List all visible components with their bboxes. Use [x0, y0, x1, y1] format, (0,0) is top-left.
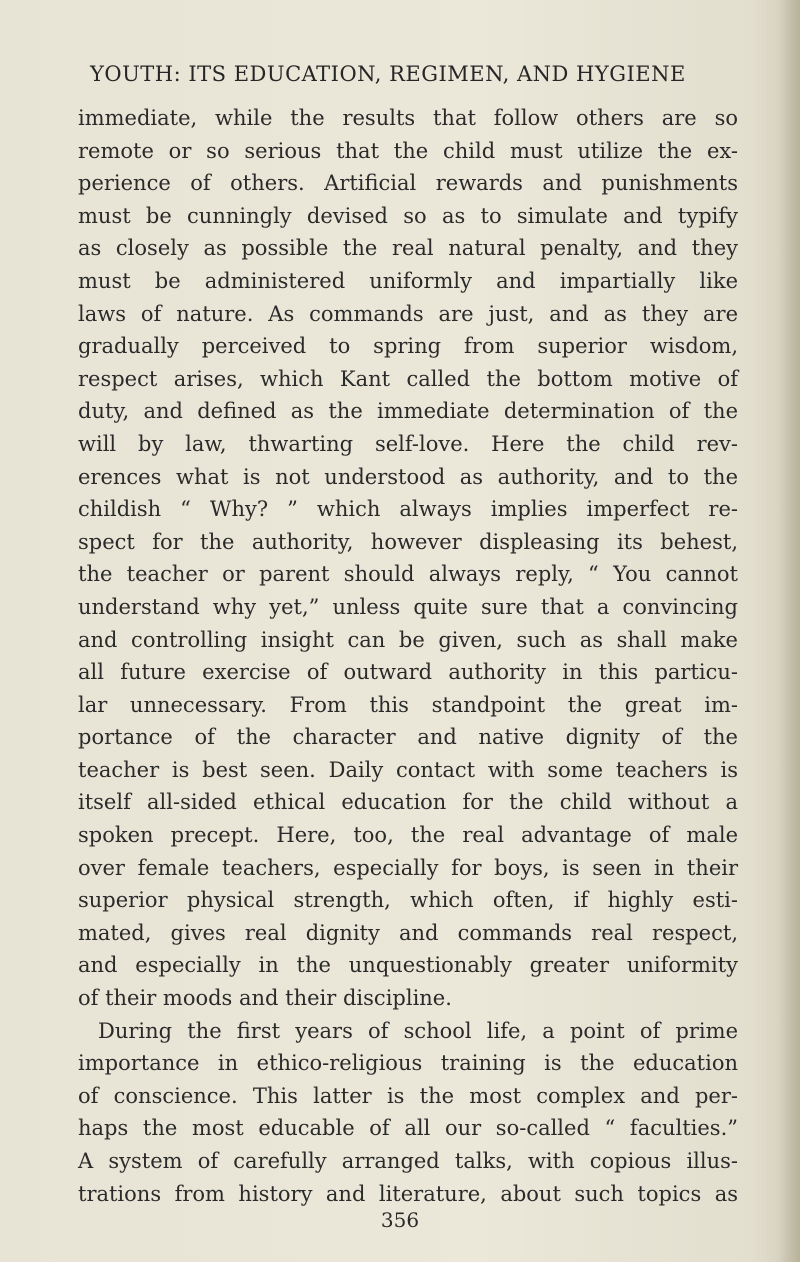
- text-line: laws of nature. As commands are just, and as they are: [78, 301, 738, 326]
- text-line: portance of the character and native dignity of the: [78, 725, 738, 750]
- text-line: perience of others. Artificial rewards and punishments: [78, 171, 738, 196]
- text-line: will by law, thwarting self-love. Here the child rev-: [78, 431, 738, 456]
- text-line: and controlling insight can be given, such as shall make: [78, 627, 738, 652]
- text-line: trations from history and literature, about such topics as: [78, 1181, 738, 1206]
- text-line: spoken precept. Here, too, the real advantage of male: [78, 823, 738, 848]
- text-line: must be administered uniformly and impartially like: [78, 268, 738, 293]
- text-line: lar unnecessary. From this standpoint the great im-: [78, 692, 738, 717]
- text-line: During the first years of school life, a point of prime: [98, 1018, 738, 1043]
- text-line: immediate, while the results that follow others are so: [78, 106, 738, 130]
- text-line: erences what is not understood as authority, and to the: [78, 464, 738, 489]
- text-line: of conscience. This latter is the most complex and per-: [78, 1083, 738, 1108]
- text-line: all future exercise of outward authority in this particu-: [78, 660, 738, 685]
- text-line: as closely as possible the real natural penalty, and they: [78, 236, 738, 261]
- text-line: mated, gives real dignity and commands real respect,: [78, 920, 738, 945]
- text-line: itself all-sided ethical education for the child without a: [78, 790, 738, 815]
- text-line: haps the most educable of all our so-called “ faculties.”: [78, 1116, 738, 1141]
- text-line: teacher is best seen. Daily contact with some teachers is: [78, 757, 738, 782]
- text-line: must be cunningly devised so as to simulate and typify: [78, 203, 738, 228]
- text-line: duty, and defined as the immediate determination of the: [78, 399, 738, 424]
- running-head: YOUTH: ITS EDUCATION, REGIMEN, AND HYGIENE: [90, 62, 686, 86]
- text-line: of their moods and their discipline.: [78, 986, 452, 1011]
- text-line: importance in ethico-religious training is the education: [78, 1051, 738, 1076]
- text-line: superior physical strength, which often, if highly esti-: [78, 888, 738, 913]
- text-line: respect arises, which Kant called the bottom motive of: [78, 366, 738, 391]
- text-line: over female teachers, especially for boys, is seen in their: [78, 855, 738, 880]
- text-line: spect for the authority, however displeasing its behest,: [78, 529, 738, 554]
- page-edge-shadow: [778, 0, 800, 1262]
- body-text: [78, 102, 738, 1210]
- text-line: A system of carefully arranged talks, with copious illus-: [78, 1149, 738, 1173]
- text-line: the teacher or parent should always reply, “ You cannot: [78, 562, 738, 587]
- page-number: 356: [380, 1208, 420, 1232]
- text-line: understand why yet,” unless quite sure that a convincing: [78, 594, 738, 619]
- text-line: gradually perceived to spring from superior wisdom,: [78, 334, 738, 359]
- text-line: remote or so serious that the child must utilize the ex-: [78, 138, 738, 163]
- text-line: and especially in the unquestionably greater uniformity: [78, 953, 738, 978]
- text-line: childish “ Why? ” which always implies imperfect re-: [78, 497, 738, 522]
